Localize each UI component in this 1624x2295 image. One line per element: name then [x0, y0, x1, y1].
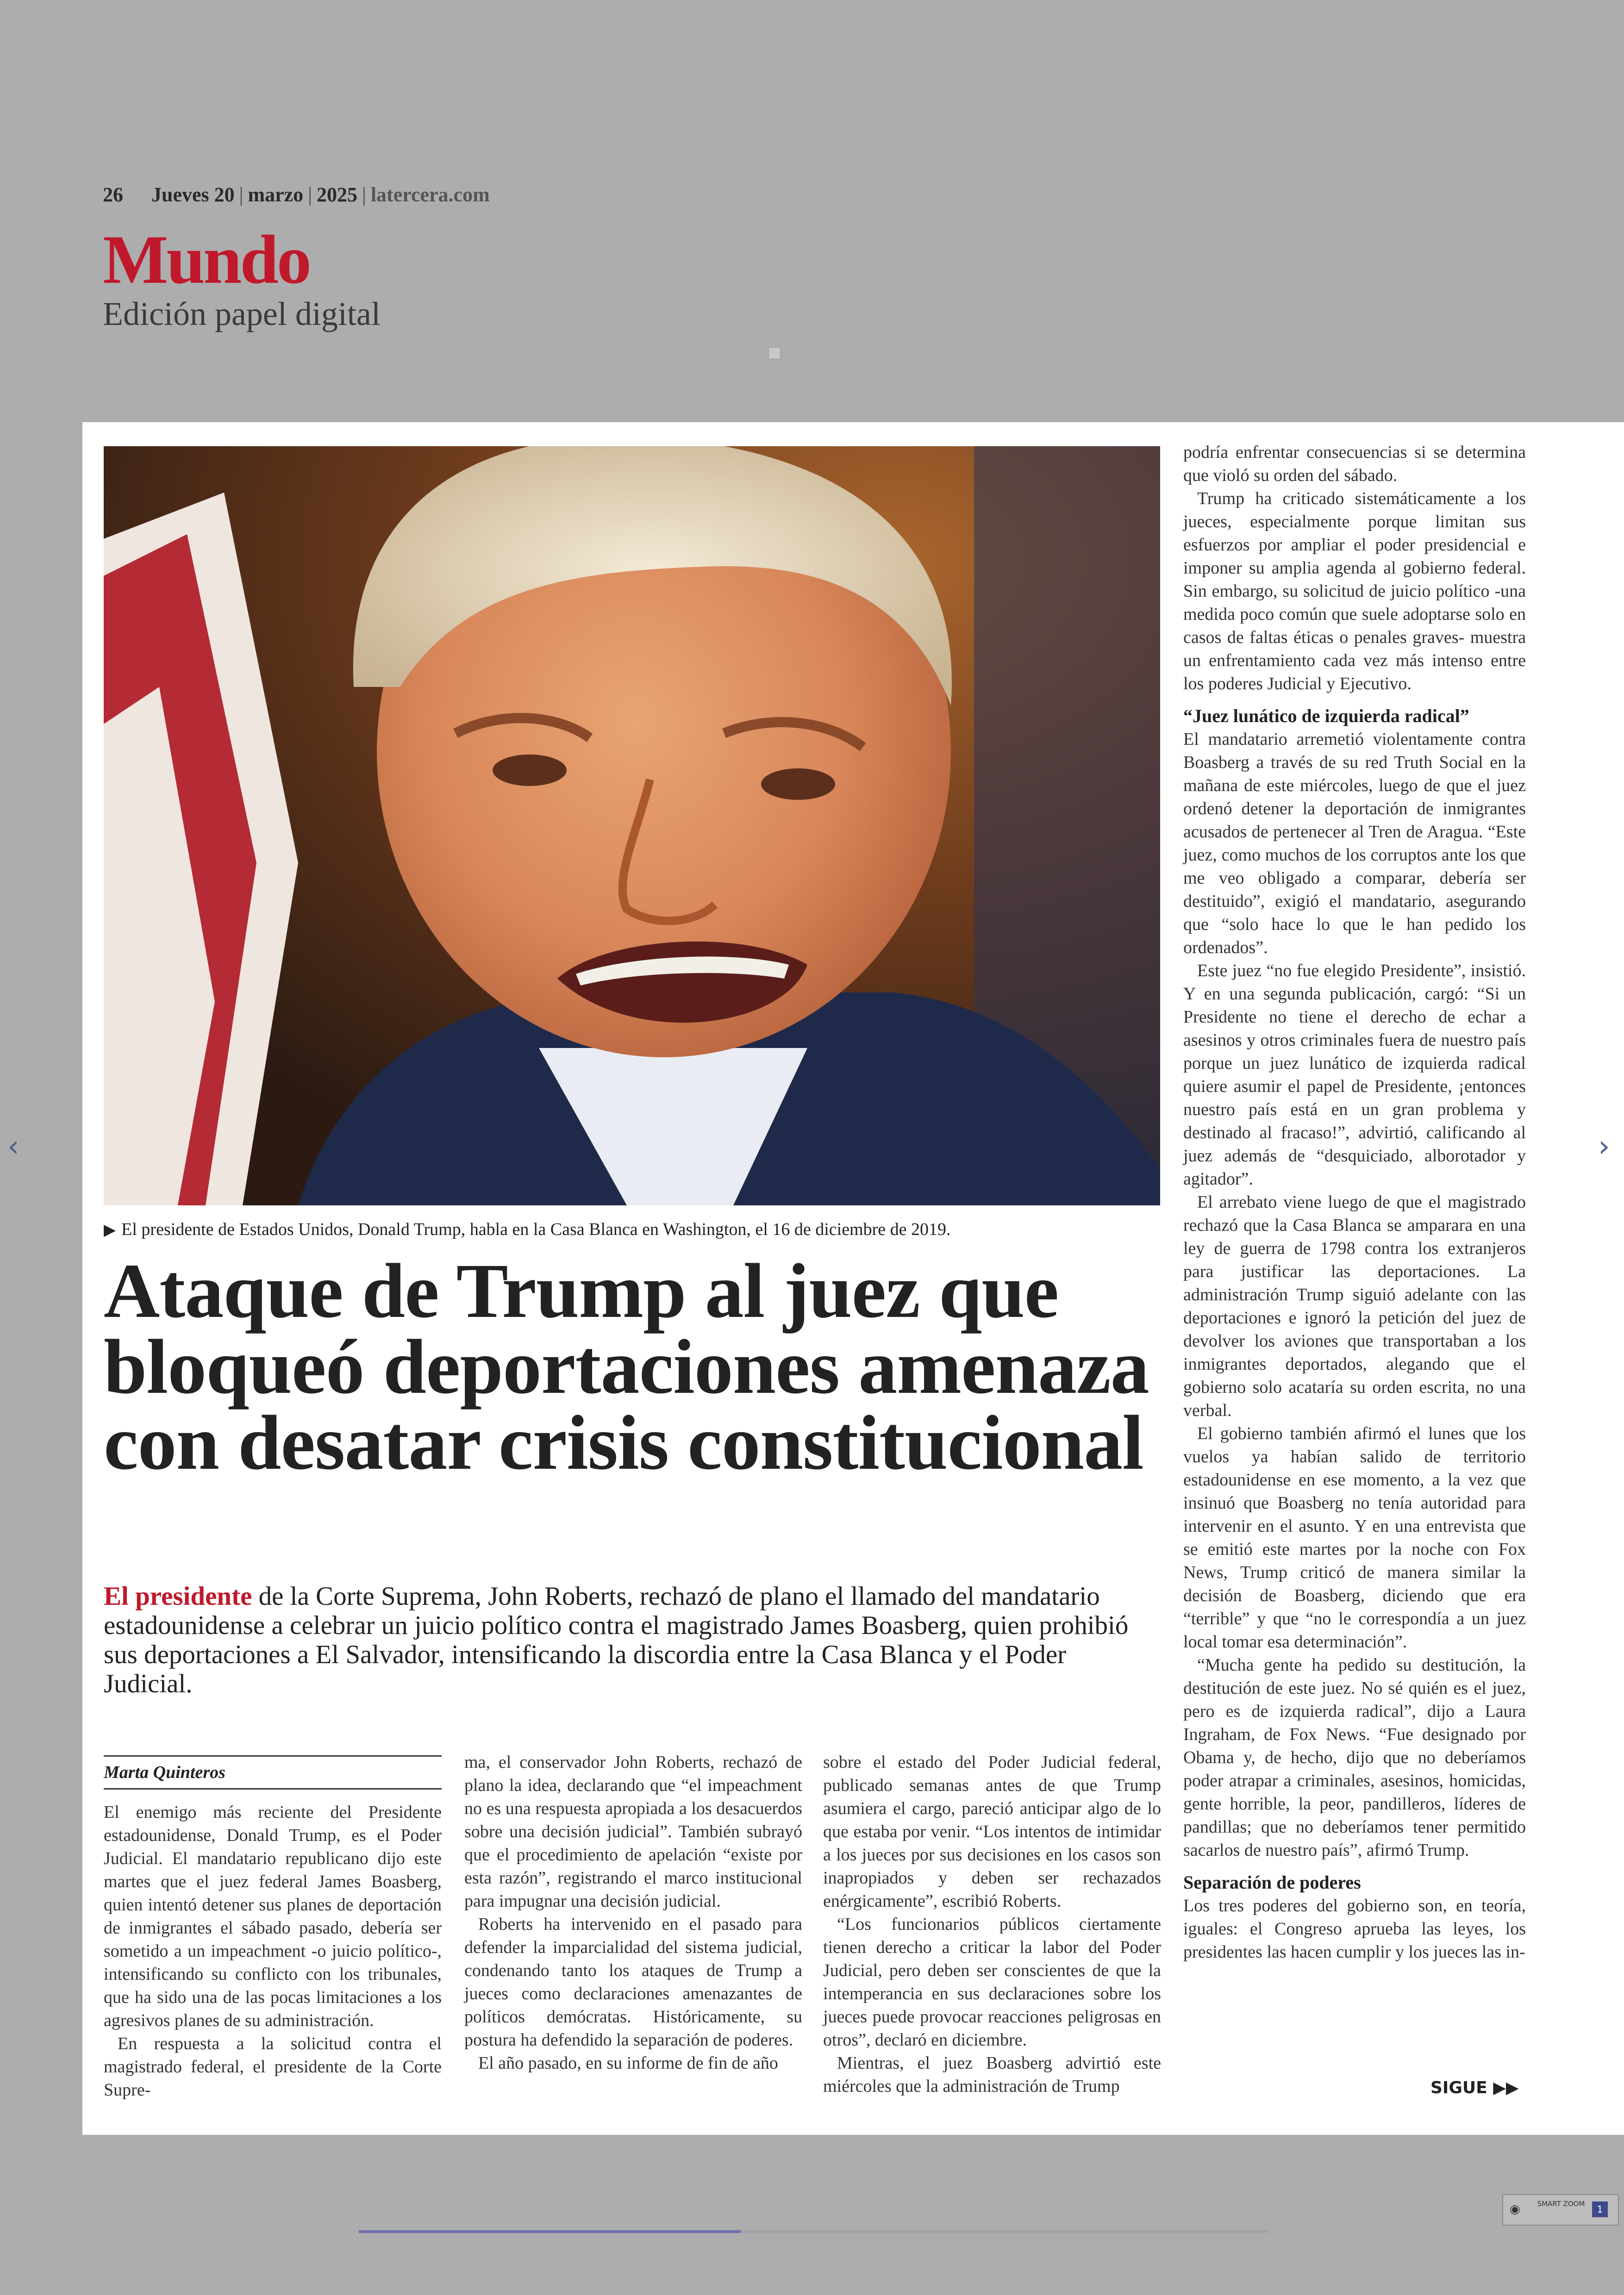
photo-caption [104, 1219, 1160, 1240]
paragraph: El año pasado, en su informe de fin de año [478, 2053, 778, 2073]
lede-text: de la Corte Suprema, John Roberts, rechazó de plano el llamado del mandatario estadounidense a celebrar un juicio político contra el magistrado James Boasberg, quien prohibió sus deportaciones a El Salvador, intensificando la discordia entre la Casa Blanca y el Poder Judicial. [104, 1582, 1129, 1698]
section-subtitle: Edición papel digital [103, 295, 381, 332]
site-name: latercera.com [370, 183, 490, 206]
date-day: Jueves 20 [151, 183, 235, 206]
paragraph: El enemigo más reciente del Presidente estadounidense, Donald Trump, es el Poder Judicial. El mandatario republicano dijo este martes que el juez federal James Boasberg, quien intentó detener sus planes de deportación de inmigrantes el sábado pasado, debería ser sometido a un impeachment -o juicio político-, intensificando su conflicto con los tribunales, que ha sido una de las pocas limitaciones a los agresivos planes de su administración. [104, 1802, 442, 2030]
page-marker-icon[interactable] [768, 347, 781, 359]
page-progress-fill[interactable] [359, 2230, 741, 2233]
paragraph: Este juez “no fue elegido Presidente”, insistió. Y en una segunda publicación, cargó: “Si un Presidente no tiene el derecho de echar a asesinos y otros criminales fuera de nuestro país porque un juez lunático de izquierda radical quiere asumir el papel de Presidente, ¡entonces nuestro país está en un gran problema y destinado al fracaso!”, advirtió, calificando al juez además de “desquiciado, alborotador y agitador”. [1183, 961, 1526, 1189]
article-lede [104, 1582, 1160, 1698]
paragraph: El arrebato viene luego de que el magistrado rechazó que la Casa Blanca se amparara en una ley de guerra de 1798 contra los extranjeros para justificar las deportaciones. La administración Trump siguió adelante con las deportaciones e ignoró la petición del juez de devolver los aviones que transportaban a los inmigrantes deportados, alegando que el gobierno solo acataría su orden escrita, no una verbal. [1183, 1192, 1526, 1420]
paragraph: podría enfrentar consecuencias si se determina que violó su orden del sábado. [1183, 443, 1526, 485]
smart-zoom-button[interactable] [1502, 2194, 1619, 2226]
subheading: “Juez lunático de izquierda radical” [1183, 705, 1469, 726]
page-header [103, 183, 490, 331]
article-column-4 [1183, 441, 1526, 1964]
article-column-2 [464, 1751, 802, 2075]
article-column-3 [823, 1751, 1161, 2098]
eye-icon: ◉ [1510, 2202, 1520, 2216]
paragraph: sobre el estado del Poder Judicial federal, publicado semanas antes de que Trump asumiera el cargo, pareció anticipar algo de lo que estaba por venir. “Los intentos de intimidar a los jueces por sus decisiones en los casos son inapropiados y deben ser rechazados enérgicamente”, escribió Roberts. [823, 1752, 1161, 1911]
paragraph: El mandatario arremetió violentamente contra Boasberg a través de su red Truth Social en la mañana de este miércoles, luego de que el juez ordenó detener la deportación de inmigrantes acusados de pertenecer al Tren de Aragua. “Este juez, como muchos de los corruptos ante los que me veo obligado a comparar, debería ser destituido”, exigió el mandatario, asegurando que “solo hace lo que le han pedido los ordenados”. [1183, 730, 1526, 957]
caption-text: El presidente de Estados Unidos, Donald Trump, habla en la Casa Blanca en Washington, el 16 de diciembre de 2019. [121, 1220, 951, 1239]
date-month: marzo [248, 183, 304, 206]
trump-portrait-image [104, 446, 1160, 1205]
paragraph: En respuesta a la solicitud contra el magistrado federal, el presidente de la Corte Supre- [104, 2034, 442, 2100]
paragraph: Mientras, el juez Boasberg advirtió este miércoles que la administración de Trump [823, 2053, 1161, 2096]
dateline: 26 Jueves 20 | marzo | 2025 | latercera.com [103, 183, 490, 206]
article-column-1 [104, 1801, 442, 2102]
subheading: Separación de poderes [1183, 1872, 1361, 1893]
newspaper-page [82, 422, 1624, 2135]
continue-label: SIGUE ▶▶ [1430, 2078, 1519, 2097]
caption-triangle-icon: ▶ [104, 1222, 116, 1239]
lede-highlight: El presidente [104, 1582, 252, 1611]
article-headline: Ataque de Trump al juez que bloqueó deportaciones amenaza con desatar crisis constitucional [104, 1248, 1149, 1486]
paragraph: “Los funcionarios públicos ciertamente tienen derecho a criticar la labor del Poder Judicial, pero deben ser conscientes de que la intemperancia en sus declaraciones sobre los jueces puede provocar reacciones peligrosas en otros”, declaró en diciembre. [823, 1915, 1161, 2050]
page-number: 26 [103, 183, 123, 206]
paragraph: Trump ha criticado sistemáticamente a los jueces, especialmente porque limitan sus esfuerzos por ampliar el poder presidencial e imponer su amplia agenda al gobierno federal. Sin embargo, su solicitud de juicio político -una medida poco común que suele adoptarse solo en casos de faltas éticas o penales graves- muestra un enfrentamiento cada vez más intenso entre los poderes Judicial y Ejecutivo. [1183, 489, 1526, 693]
chevron-right-icon[interactable]: › [1598, 1129, 1610, 1164]
byline: Marta Quinteros [104, 1755, 442, 1790]
paragraph: Los tres poderes del gobierno son, en teoría, iguales: el Congreso aprueba las leyes, los presidentes las hacen cumplir y los jueces las in- [1183, 1896, 1526, 1962]
paragraph: ma, el conservador John Roberts, rechazó de plano la idea, declarando que “el impeachment no es una respuesta apropiada a los desacuerdos sobre una decisión judicial”. También subrayó que el procedimiento de apelación “existe por esta razón”, registrando el marco institucional para impugnar una decisión judicial. [464, 1752, 802, 1911]
zoom-badge: 1 [1592, 2201, 1608, 2217]
paragraph: “Mucha gente ha pedido su destitución, la destitución de este juez. No sé quién es el juez, pero es de izquierda radical”, dijo a Laura Ingraham, de Fox News. “Fue designado por Obama y, de hecho, dijo que no deberíamos poder atrapar a criminales, asesinos, homicidas, gente horrible, la peor, pandilleros, líderes de pandillas; que no deberíamos tener permitido sacarlos de nuestro país”, afirmó Trump. [1183, 1655, 1526, 1860]
smart-zoom-label: SMART ZOOM [1537, 2200, 1585, 2208]
date-year: 2025 [317, 183, 357, 206]
article-photo [104, 446, 1160, 1205]
section-title: Mundo [103, 221, 310, 298]
paragraph: El gobierno también afirmó el lunes que los vuelos ya habían salido de territorio estadounidense en ese momento, a la vez que insinuó que Boasberg no tenía autoridad para intervenir en el asunto. Y en una entrevista que se emitió este martes por la noche con Fox News, Trump criticó de manera similar la decisión de Boasberg, diciendo que era “terrible” y que “no le correspondía a un juez local tomar esa determinación”. [1183, 1424, 1526, 1652]
paragraph: Roberts ha intervenido en el pasado para defender la imparcialidad del sistema judicial, condenando tanto los ataques de Trump a jueces como declaraciones amenazantes de políticos demócratas. Históricamente, su postura ha defendido la separación de poderes. [464, 1915, 802, 2050]
chevron-left-icon[interactable]: ‹ [7, 1129, 19, 1164]
